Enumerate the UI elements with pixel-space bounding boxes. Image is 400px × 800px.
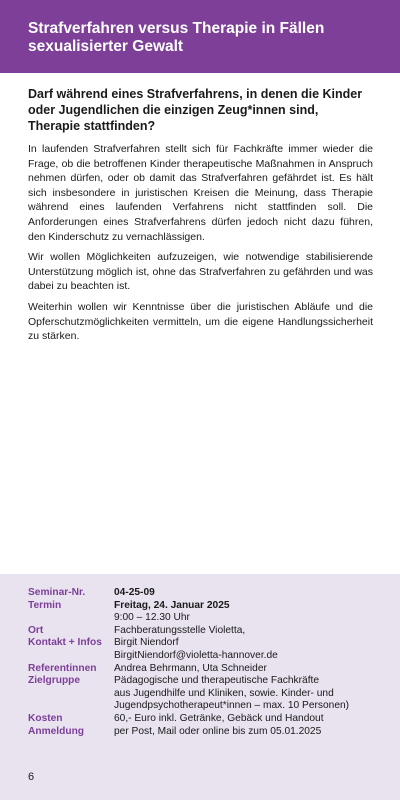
info-row-kosten <box>28 713 378 726</box>
referentinnen-value: Andrea Behrmann, Uta Schneider <box>114 662 267 674</box>
anmeldung-value: per Post, Mail oder online bis zum 05.01.2025 <box>114 725 322 737</box>
kosten-value: 60,- Euro inkl. Getränke, Gebäck und Handout <box>114 712 324 724</box>
zielgruppe-line-2: aus Jugendhilfe und Kliniken, sowie. Kinder- und <box>114 687 334 699</box>
termin-label: Termin <box>28 599 62 611</box>
info-row-zielgruppe <box>28 675 378 688</box>
info-row-ort <box>28 625 378 638</box>
referentinnen-label: Referentinnen <box>28 662 97 674</box>
kontakt-name: Birgit Niendorf <box>114 637 179 649</box>
question-heading: Darf während eines Strafverfahrens, in denen die Kinder oder Jugendlichen die einzigen Zeug*innen sind, Therapie stattfinden? <box>28 87 363 133</box>
info-row-zielgruppe-2 <box>28 688 378 701</box>
info-row-referentinnen <box>28 663 378 676</box>
kontakt-label: Kontakt + Infos <box>28 637 102 649</box>
info-row-termin <box>28 600 378 613</box>
kontakt-email[interactable]: BirgitNiendorf@violetta-hannover.de <box>114 649 278 661</box>
body-paragraph-1: In laufenden Strafverfahren stellt sich für Fachkräfte immer wieder die Frage, ob die betroffenen Kinder therapeutische Maßnahmen in Anspruch nehmen dürfen, oder ob damit das Strafverfahren gefährdet ist. Es hält sich insbesondere in juristischen Kreisen die Meinung, dass Therapie während eines laufenden Verfahrens nicht stattfinden soll. Die Anforderungen eines Strafverfahrens dürfen jedoch nicht dazu führen, den Kinderschutz zu vernachlässigen. <box>28 143 373 243</box>
seminar-info-table <box>28 587 378 738</box>
termin-time: 9:00 – 12.30 Uhr <box>114 612 190 624</box>
termin-date: Freitag, 24. Januar 2025 <box>114 599 230 611</box>
info-row-time <box>28 612 378 625</box>
page-title: Strafverfahren versus Therapie in Fällen sexualisierter Gewalt <box>28 20 325 55</box>
kosten-label: Kosten <box>28 712 63 724</box>
seminar-info-box <box>0 574 400 800</box>
zielgruppe-label: Zielgruppe <box>28 675 81 687</box>
ort-value: Fachberatungsstelle Violetta, <box>114 624 246 636</box>
info-row-email <box>28 650 378 663</box>
seminar-number: 04-25-09 <box>114 587 155 598</box>
ort-label: Ort <box>28 624 44 636</box>
zielgruppe-line-1: Pädagogische und therapeutische Fachkräfte <box>114 675 320 687</box>
page-number: 6 <box>28 771 35 783</box>
body-paragraph-3: Weiterhin wollen wir Kenntnisse über die juristischen Abläufe und die Opferschutzmöglichkeiten vermitteln, um die eigene Handlungssicherheit zu stärken. <box>28 300 373 343</box>
info-row-anmeldung <box>28 726 378 739</box>
anmeldung-label: Anmeldung <box>28 725 85 737</box>
header-banner <box>0 0 400 73</box>
info-row-seminar <box>28 587 378 600</box>
body-paragraph-2: Wir wollen Möglichkeiten aufzuzeigen, wie notwendige stabilisierende Unterstützung möglich ist, ohne das Strafverfahren zu gefährden und was dabei zu beachten ist. <box>28 251 373 293</box>
zielgruppe-line-3: Jugendpsychotherapeut*innen – max. 10 Personen) <box>114 700 350 712</box>
info-row-zielgruppe-3 <box>28 700 378 713</box>
seminar-label: Seminar-Nr. <box>28 587 86 598</box>
info-row-kontakt <box>28 637 378 650</box>
main-content <box>28 86 373 350</box>
